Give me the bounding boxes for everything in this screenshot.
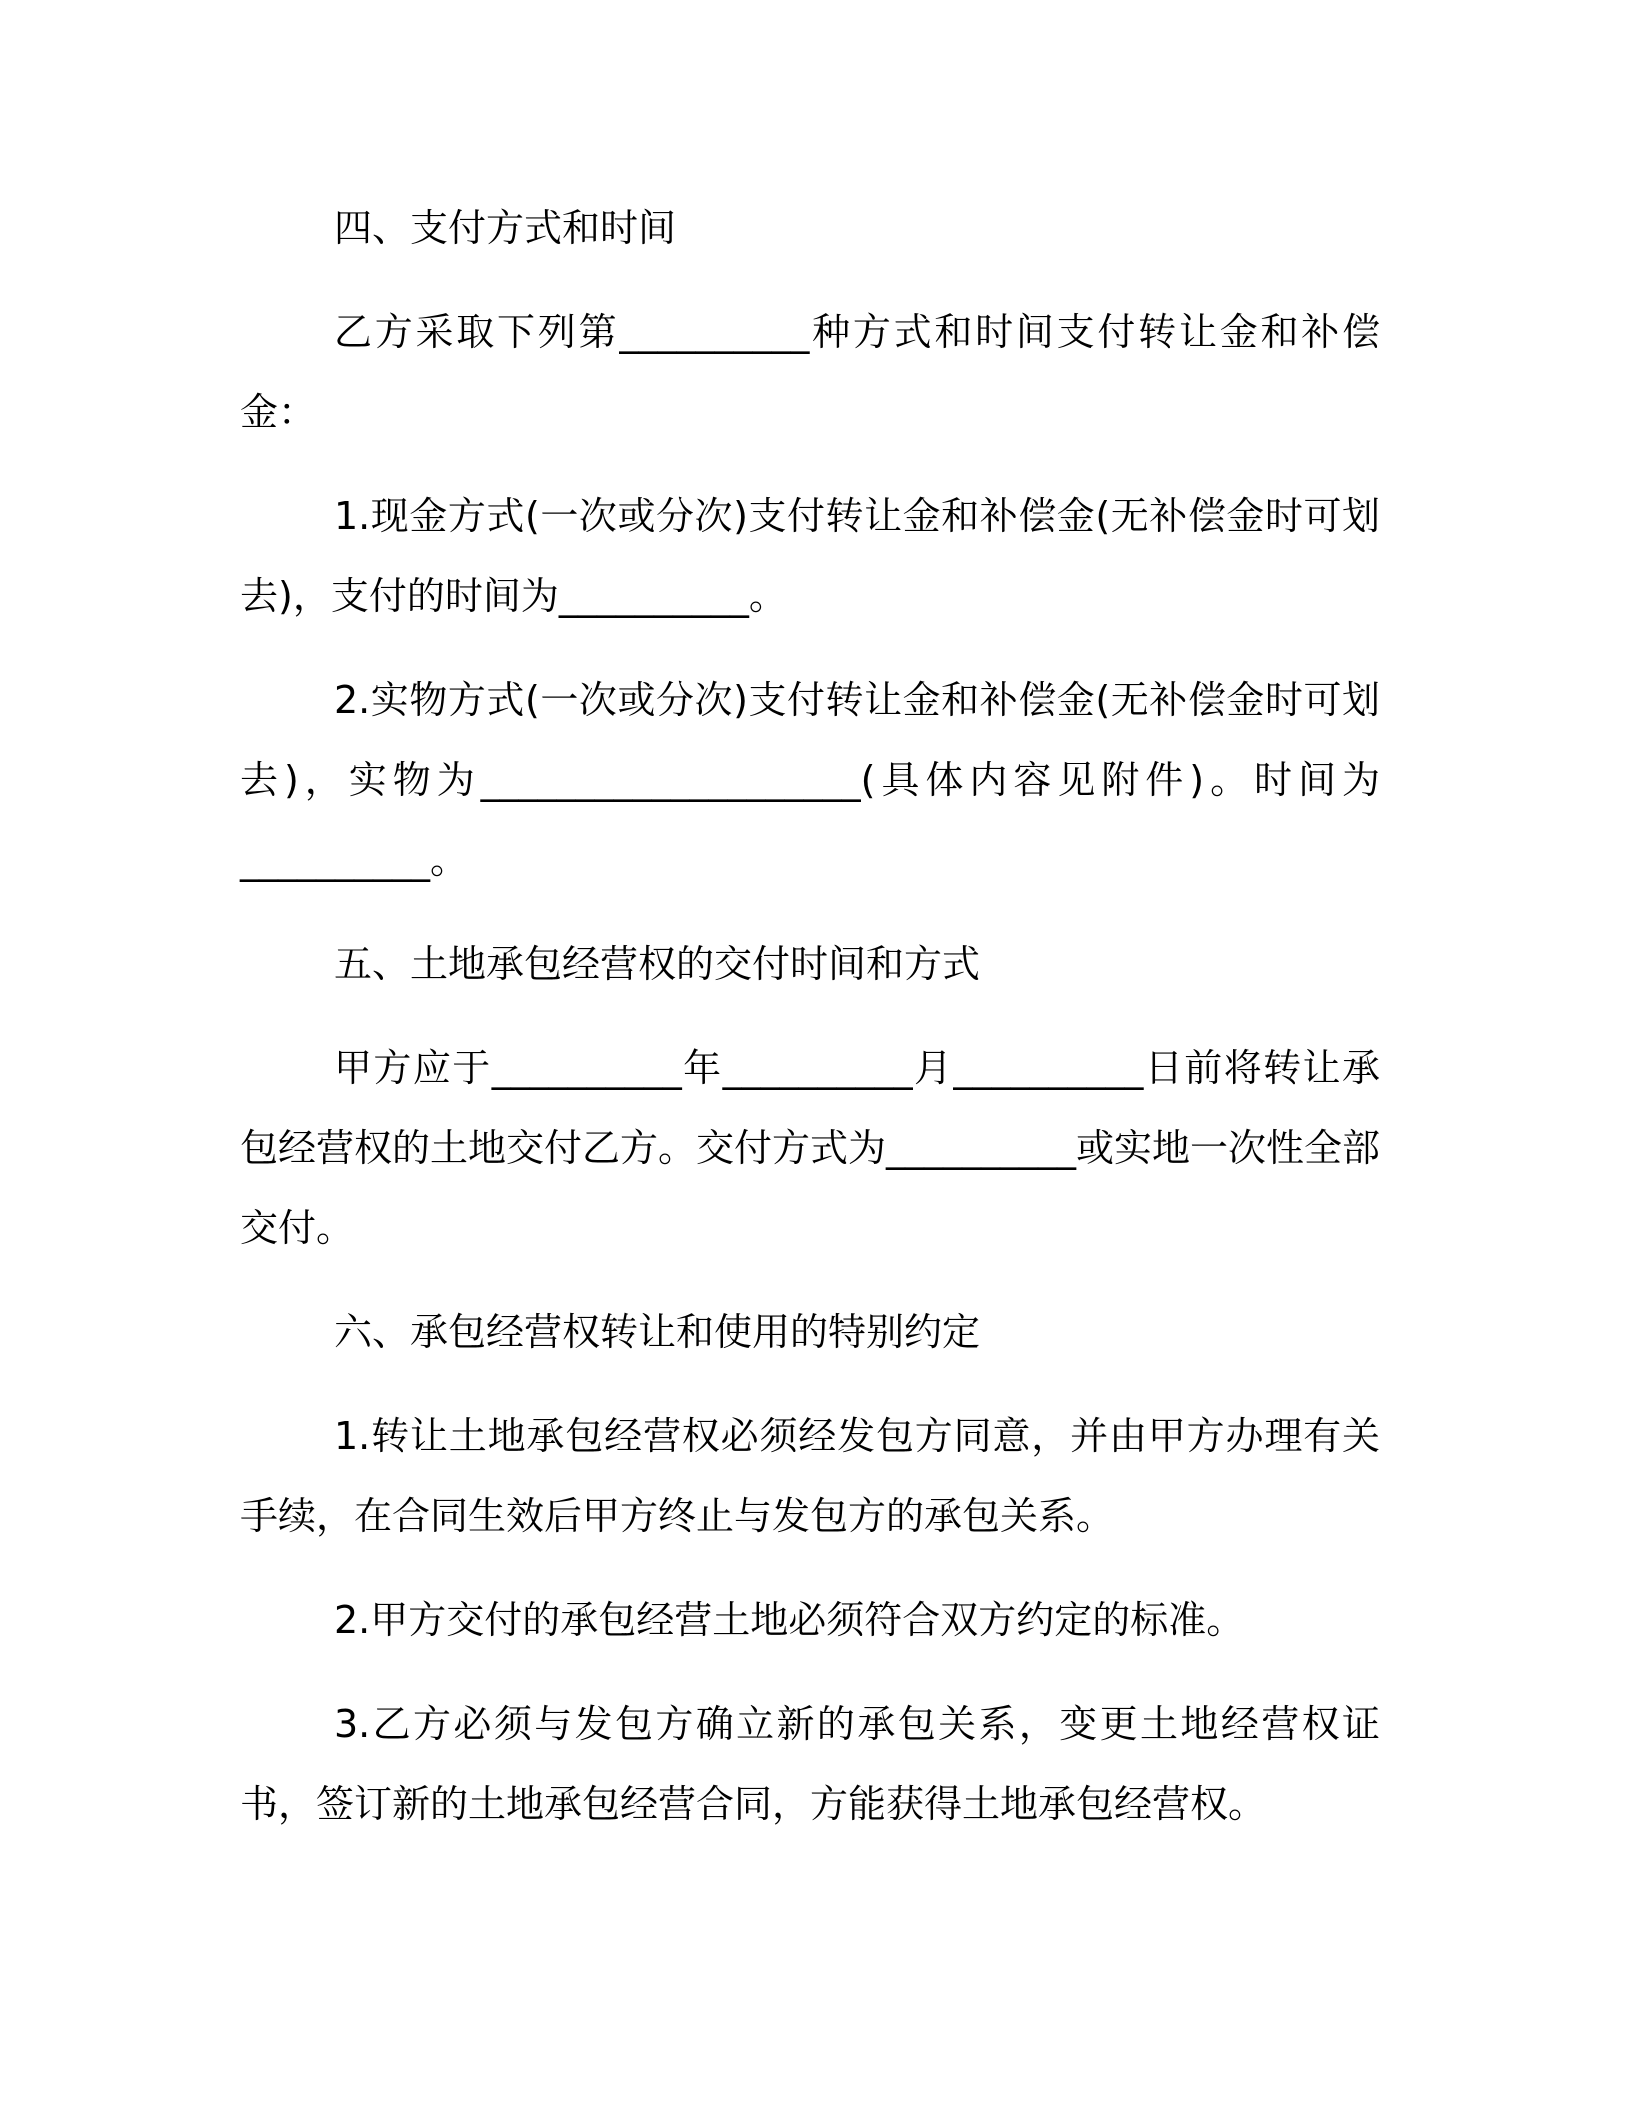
document-body: [240, 188, 1380, 1868]
paragraph-special-term-3: 3.乙方必须与发包方确立新的承包关系，变更土地经营权证书，签订新的土地承包经营合同，方能获得土地承包经营权。: [240, 1702, 1380, 1826]
section-heading-delivery: 五、土地承包经营权的交付时间和方式: [334, 942, 981, 986]
paragraph-special-term-1: 1.转让土地承包经营权必须经发包方同意，并由甲方办理有关手续，在合同生效后甲方终止与发包方的承包关系。: [240, 1414, 1380, 1538]
paragraph-in-kind-payment: 2.实物方式(一次或分次)支付转让金和补偿金(无补偿金时可划去)，实物为____________________(具体内容见附件)。时间为__________。: [240, 678, 1380, 882]
paragraph-payment-choice: 乙方采取下列第__________种方式和时间支付转让金和补偿金：: [240, 310, 1380, 434]
paragraph-delivery-terms: 甲方应于__________年__________月__________日前将转让承包经营权的土地交付乙方。交付方式为__________或实地一次性全部交付。: [240, 1046, 1381, 1250]
paragraph-special-term-2: 2.甲方交付的承包经营土地必须符合双方约定的标准。: [334, 1598, 1245, 1642]
paragraph-cash-payment: 1.现金方式(一次或分次)支付转让金和补偿金(无补偿金时可划去)，支付的时间为__________。: [240, 494, 1380, 618]
section-heading-special-terms: 六、承包经营权转让和使用的特别约定: [334, 1310, 981, 1354]
section-heading-payment: 四、支付方式和时间: [334, 206, 677, 250]
